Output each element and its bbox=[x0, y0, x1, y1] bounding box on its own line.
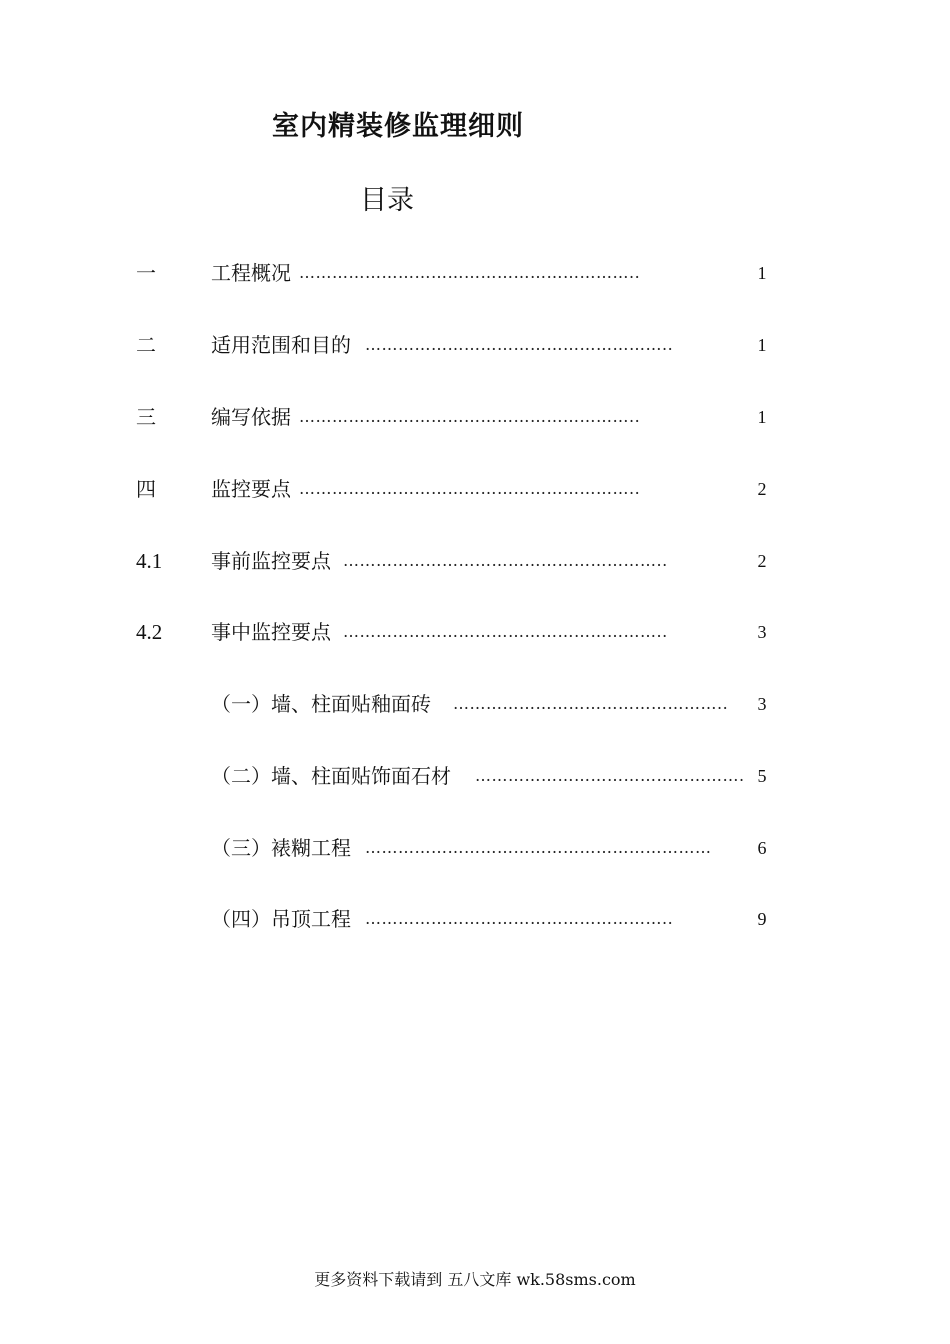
toc-entry[interactable] bbox=[0, 546, 950, 576]
toc-entry-number: 4.1 bbox=[136, 549, 163, 573]
toc-entry-title: 适用范围和目的 bbox=[211, 333, 351, 357]
toc-entry-title: （三）裱糊工程 bbox=[211, 836, 351, 860]
toc-entry-page: 3 bbox=[757, 694, 767, 714]
toc-entry-page: 3 bbox=[757, 622, 767, 642]
toc-entry-page: 6 bbox=[757, 838, 767, 858]
toc-entry-title: 监控要点 bbox=[211, 477, 291, 501]
toc-entry-number: 一 bbox=[136, 261, 156, 285]
toc-entry-number: 四 bbox=[136, 477, 156, 501]
toc-entry-leader: …………………………………………. bbox=[475, 766, 745, 785]
toc-entry[interactable] bbox=[0, 402, 950, 432]
toc-entry-page: 1 bbox=[757, 263, 767, 283]
toc-entry-leader: ………………………………………………….. bbox=[343, 622, 668, 641]
toc-entry[interactable] bbox=[0, 761, 950, 791]
toc-entry-leader: ……………………………………………….. bbox=[365, 909, 674, 928]
toc-entry-page: 1 bbox=[757, 335, 767, 355]
footer-note: 更多资料下载请到 五八文库 wk.58sms.com bbox=[314, 1270, 636, 1289]
toc-entry-leader: ………………………………………………….. bbox=[343, 551, 668, 570]
toc-entry[interactable] bbox=[0, 330, 950, 360]
toc-entry-leader: ……………………………………………………… bbox=[365, 838, 712, 857]
toc-entry-page: 2 bbox=[757, 551, 767, 571]
toc-entry-title: 事中监控要点 bbox=[211, 620, 331, 644]
toc-entry-page: 1 bbox=[757, 407, 767, 427]
document-title: 室内精装修监理细则 bbox=[272, 111, 524, 142]
toc-entry-title: 编写依据 bbox=[211, 405, 291, 429]
toc-entry-leader: …………………………………………………….. bbox=[299, 407, 641, 426]
toc-entry-leader: …………………………………………………….. bbox=[299, 263, 641, 282]
toc-entry-leader: ……………………………………………….. bbox=[365, 335, 674, 354]
toc-entry-title: （二）墙、柱面贴饰面石材 bbox=[211, 764, 451, 788]
toc-heading: 目录 bbox=[360, 185, 414, 216]
toc-entry-leader: ………………………………………….. bbox=[453, 694, 729, 713]
toc-entry-number: 二 bbox=[136, 333, 156, 357]
toc-entry-page: 2 bbox=[757, 479, 767, 499]
toc-entry[interactable] bbox=[0, 617, 950, 647]
toc-entry-title: 事前监控要点 bbox=[211, 549, 331, 573]
toc-entry[interactable] bbox=[0, 689, 950, 719]
toc-entry-title: （一）墙、柱面贴釉面砖 bbox=[211, 692, 431, 716]
toc-entry-title: （四）吊顶工程 bbox=[211, 907, 351, 931]
toc-entry[interactable] bbox=[0, 904, 950, 934]
toc-entry-page: 9 bbox=[757, 909, 767, 929]
toc-entry[interactable] bbox=[0, 258, 950, 288]
toc-entry-number: 三 bbox=[136, 405, 156, 429]
toc-entry-leader: …………………………………………………….. bbox=[299, 479, 641, 498]
toc-entry[interactable] bbox=[0, 833, 950, 863]
toc-entry-page: 5 bbox=[757, 766, 767, 786]
toc-entry-title: 工程概况 bbox=[211, 261, 291, 285]
toc-entry[interactable] bbox=[0, 474, 950, 504]
toc-entry-number: 4.2 bbox=[136, 620, 163, 644]
